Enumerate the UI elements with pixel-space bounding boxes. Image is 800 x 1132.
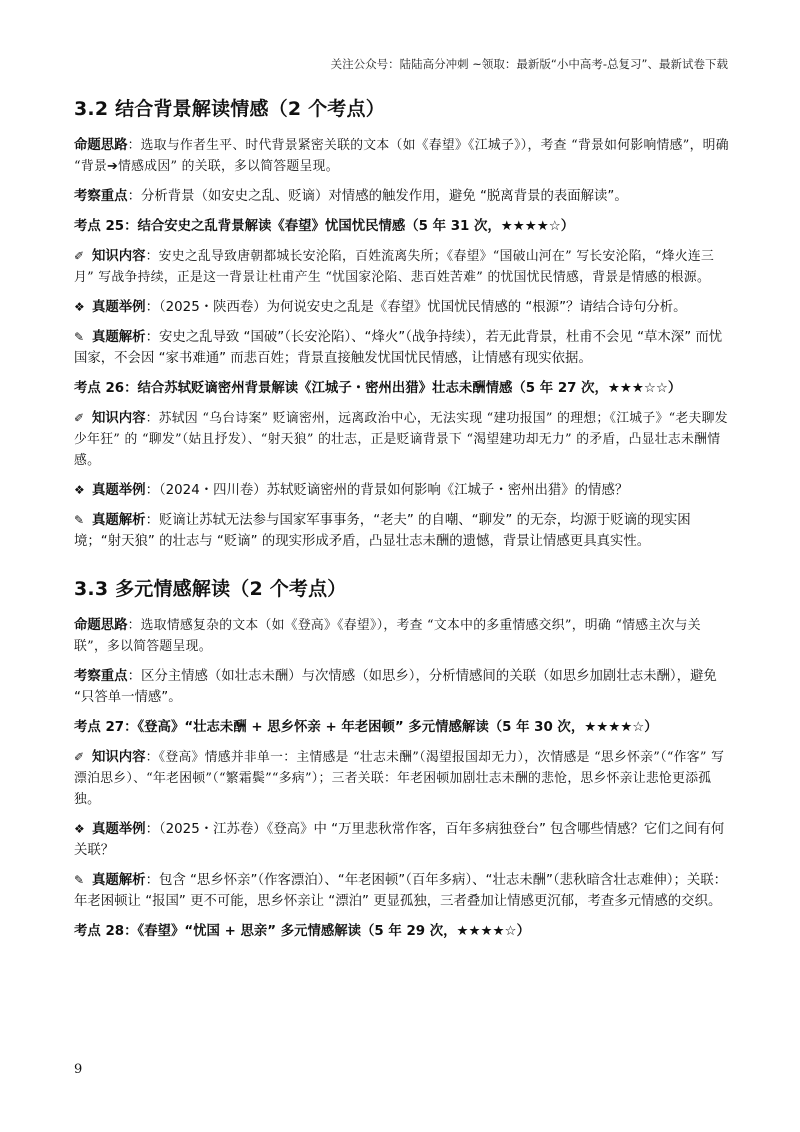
kaodian-title: 考点 27：《登高》“壮志未酬 + 思乡怀亲 + 年老困顿” 多元情感解读（5 年 30 次，★★★★☆） — [74, 720, 658, 735]
analysis-paragraph — [74, 327, 730, 369]
knowledge-label: 知识内容 — [92, 750, 146, 765]
page-number: 9 — [74, 1062, 83, 1077]
example-paragraph — [74, 297, 730, 318]
pencil-icon: ✐ — [74, 249, 85, 263]
mingti-paragraph — [74, 615, 730, 657]
knowledge-label: 知识内容 — [92, 249, 146, 264]
mingti-text: ：选取与作者生平、时代背景紧密关联的文本（如《春望》《江城子》），考查 “背景如何影响情感”，明确 “背景➔情感成因” 的关联，多以简答题呈现。 — [74, 138, 729, 174]
mingti-label: 命题思路 — [74, 138, 128, 153]
mingti-paragraph — [74, 135, 730, 177]
kaocha-paragraph — [74, 666, 730, 708]
analysis-paragraph — [74, 510, 730, 552]
section-title: 3.2 结合背景解读情感（2 个考点） — [74, 98, 385, 120]
pen-icon: ✎ — [74, 873, 85, 887]
page-header: 关注公众号：陆陆高分冲刺 ~领取：最新版“小中高考-总复习”、最新试卷下载 — [330, 57, 728, 71]
kaocha-label: 考察重点 — [74, 669, 128, 684]
analysis-text: ：包含 “思乡怀亲”（作客漂泊）、“年老困顿”（百年多病）、“壮志未酬”（悲秋暗含壮志难伸）；关联：年老困顿让 “报国” 更不可能，思乡怀亲让 “漂泊” 更显孤独，三者叠加让情感更沉郁，考查多元情感的交织。 — [74, 873, 728, 909]
diamond-icon: ❖ — [74, 300, 85, 314]
page-content — [74, 94, 730, 951]
analysis-text: ：贬谪让苏轼无法参与国家军事事务，“老夫” 的自嘲、“聊发” 的无奈，均源于贬谪的现实困境；“射天狼” 的壮志与 “贬谪” 的现实形成矛盾，凸显壮志未酬的遗憾，背景让情感更具真实性。 — [74, 513, 691, 549]
example-label: 真题举例 — [92, 822, 146, 837]
example-text: ：（2025・陕西卷）为何说安史之乱是《春望》忧国忧民情感的 “根源”？请结合诗句分析。 — [145, 300, 687, 315]
example-label: 真题举例 — [92, 483, 146, 498]
knowledge-label: 知识内容 — [92, 411, 146, 426]
knowledge-text: ：《登高》情感并非单一：主情感是 “壮志未酬”（渴望报国却无力），次情感是 “思乡怀亲”（“作客” 写漂泊思乡）、“年老困顿”（“繁霜鬓”“多病”）；三者关联：年老困顿加剧壮志未酬的悲怆，思乡怀亲让悲怆更添孤独。 — [74, 750, 725, 807]
analysis-label: 真题解析 — [92, 513, 146, 528]
analysis-text: ：安史之乱导致 “国破”（长安沦陷）、“烽火”（战争持续），若无此背景，杜甫不会见 “草木深” 而忧国家，不会因 “家书难通” 而悲百姓；背景直接触发忧国忧民情感，让情感有现实依据。 — [74, 330, 723, 366]
pen-icon: ✎ — [74, 513, 85, 527]
example-label: 真题举例 — [92, 300, 146, 315]
mingti-text: ：选取情感复杂的文本（如《登高》《春望》），考查 “文本中的多重情感交织”，明确 “情感主次与关联”，多以简答题呈现。 — [74, 618, 701, 654]
kaocha-text: ：分析背景（如安史之乱、贬谪）对情感的触发作用，避免 “脱离背景的表面解读”。 — [127, 189, 628, 204]
kaocha-text: ：区分主情感（如壮志未酬）与次情感（如思乡），分析情感间的关联（如思乡加剧壮志未酬），避免 “只答单一情感”。 — [74, 669, 717, 705]
pen-icon: ✎ — [74, 330, 85, 344]
section-title: 3.3 多元情感解读（2 个考点） — [74, 578, 347, 600]
example-text: ：（2024・四川卷）苏轼贬谪密州的背景如何影响《江城子・密州出猎》的情感？ — [145, 483, 629, 498]
pencil-icon: ✐ — [74, 411, 85, 425]
kaocha-paragraph — [74, 186, 730, 207]
knowledge-text: ：安史之乱导致唐朝都城长安沦陷，百姓流离失所；《春望》“国破山河在” 写长安沦陷，“烽火连三月” 写战争持续，正是这一背景让杜甫产生 “忧国家沦陷、悲百姓苦难” 的忧国忧民情感，背景是情感的根源。 — [74, 249, 715, 285]
analysis-label: 真题解析 — [92, 873, 146, 888]
kaocha-label: 考察重点 — [74, 189, 128, 204]
example-paragraph — [74, 480, 730, 501]
knowledge-paragraph — [74, 246, 730, 288]
diamond-icon: ❖ — [74, 822, 85, 836]
knowledge-paragraph — [74, 408, 730, 471]
diamond-icon: ❖ — [74, 483, 85, 497]
example-paragraph — [74, 819, 730, 861]
pencil-icon: ✐ — [74, 750, 85, 764]
example-text: ：（2025・江苏卷）《登高》中 “万里悲秋常作客，百年多病独登台” 包含哪些情感？它们之间有何关联？ — [74, 822, 725, 858]
analysis-paragraph — [74, 870, 730, 912]
kaodian-title: 考点 26：结合苏轼贬谪密州背景解读《江城子・密州出猎》壮志未酬情感（5 年 27 次，★★★☆☆） — [74, 381, 682, 396]
knowledge-paragraph — [74, 747, 730, 810]
kaodian-title: 考点 25：结合安史之乱背景解读《春望》忧国忧民情感（5 年 31 次，★★★★☆） — [74, 219, 575, 234]
mingti-label: 命题思路 — [74, 618, 128, 633]
knowledge-text: ：苏轼因 “乌台诗案” 贬谪密州，远离政治中心，无法实现 “建功报国” 的理想；《江城子》“老夫聊发少年狂” 的 “聊发”（姑且抒发）、“射天狼” 的壮志，正是贬谪背景下 “渴望建功却无力” 的矛盾，凸显壮志未酬情感。 — [74, 411, 728, 468]
kaodian-title: 考点 28：《春望》“忧国 + 思亲” 多元情感解读（5 年 29 次，★★★★☆） — [74, 924, 530, 939]
analysis-label: 真题解析 — [92, 330, 146, 345]
